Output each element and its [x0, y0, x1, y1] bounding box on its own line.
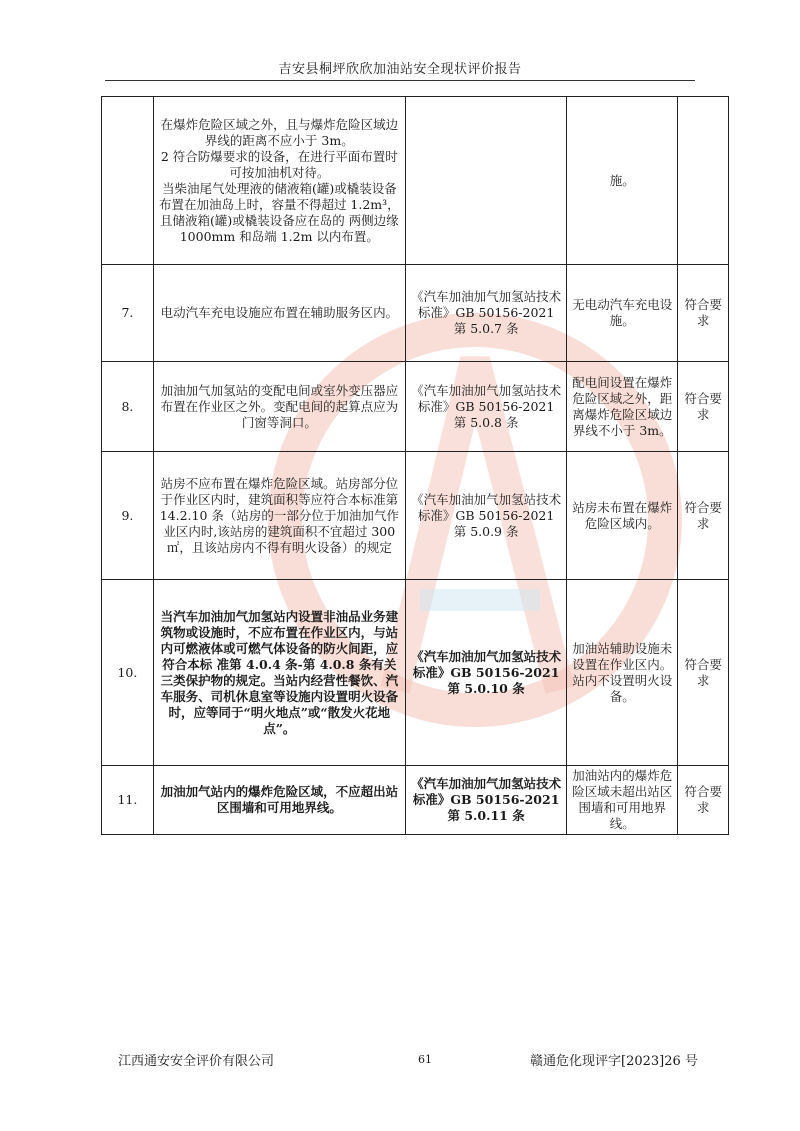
row-requirement: 电动汽车充电设施应布置在辅助服务区内。	[153, 265, 405, 362]
row-result: 符合要求	[678, 580, 729, 766]
table-row	[102, 265, 729, 362]
requirements-table	[101, 96, 729, 835]
row-requirement: 加油加气加氢站的变配电间或室外变压器应布置在作业区之外。变配电间的起算点应为门窗等洞口。	[153, 362, 405, 452]
row-requirement: 加油加气站内的爆炸危险区域，不应超出站区围墙和可用地界线。	[153, 766, 405, 835]
row-result	[678, 97, 729, 265]
row-requirement: 当汽车加油加气加氢站内设置非油品业务建筑物或设施时，不应布置在作业区内，与站内可燃液体或可燃气体设备的防火间距，应符合本标 准第 4.0.4 条-第 4.0.8 条有关三类保护物的规定。当站内经营性餐饮、汽车服务、司机休息室等设施内设置明火设备时，应等同于“明火地点”或“散发火花地点”。	[153, 580, 405, 766]
row-number: 9.	[102, 452, 154, 580]
footer-document-number: 赣通危化现评字[2023]26 号	[530, 1054, 698, 1069]
row-result: 符合要求	[678, 452, 729, 580]
row-result: 符合要求	[678, 362, 729, 452]
row-fact: 施。	[567, 97, 678, 265]
row-fact: 无电动汽车充电设施。	[567, 265, 678, 362]
row-standard: 《汽车加油加气加氢站技术标准》GB 50156-2021 第 5.0.8 条	[405, 362, 567, 452]
table-row	[102, 362, 729, 452]
row-result: 符合要求	[678, 766, 729, 835]
footer-page-number: 61	[418, 1053, 432, 1066]
page-header: 吉安县桐坪欣欣加油站安全现状评价报告	[278, 62, 522, 77]
row-result: 符合要求	[678, 265, 729, 362]
row-fact: 配电间设置在爆炸危险区域之外，距离爆炸危险区域边界线不小于 3m。	[567, 362, 678, 452]
row-requirement: 站房不应布置在爆炸危险区域。站房部分位于作业区内时，建筑面积等应符合本标准第 14.2.10 条（站房的一部分位于加油加气作业区内时,该站房的建筑面积不宜超过 300 ㎡，且该站房内不得有明火设备）的规定	[153, 452, 405, 580]
row-standard: 《汽车加油加气加氢站技术标准》GB 50156-2021 第 5.0.9 条	[405, 452, 567, 580]
row-number: 10.	[102, 580, 154, 766]
table-row	[102, 97, 729, 265]
row-requirement: 在爆炸危险区域之外，且与爆炸危险区域边界线的距离不应小于 3m。 2 符合防爆要求的设备，在进行平面布置时可按加油机对待。 当柴油尾气处理液的储液箱(罐)或橇装设备布置在加油岛上时，容量不得超过 1.2m³，且储液箱(罐)或橇装设备应在岛的 两侧边缘 1000mm 和岛端 1.2m 以内布置。	[153, 97, 405, 265]
row-fact: 站房未布置在爆炸危险区域内。	[567, 452, 678, 580]
table-row	[102, 766, 729, 835]
row-number: 11.	[102, 766, 154, 835]
header-divider	[105, 80, 695, 81]
table-row	[102, 580, 729, 766]
footer-company: 江西通安安全评价有限公司	[118, 1054, 275, 1069]
table-row	[102, 452, 729, 580]
row-fact: 加油站内的爆炸危险区域未超出站区围墙和可用地界线。	[567, 766, 678, 835]
row-standard: 《汽车加油加气加氢站技术标准》GB 50156-2021 第 5.0.11 条	[405, 766, 567, 835]
row-number: 7.	[102, 265, 154, 362]
row-standard	[405, 97, 567, 265]
row-number	[102, 97, 154, 265]
row-standard: 《汽车加油加气加氢站技术标准》GB 50156-2021 第 5.0.7 条	[405, 265, 567, 362]
row-standard: 《汽车加油加气加氢站技术标准》GB 50156-2021 第 5.0.10 条	[405, 580, 567, 766]
row-fact: 加油站辅助设施未设置在作业区内。站内不设置明火设备。	[567, 580, 678, 766]
row-number: 8.	[102, 362, 154, 452]
